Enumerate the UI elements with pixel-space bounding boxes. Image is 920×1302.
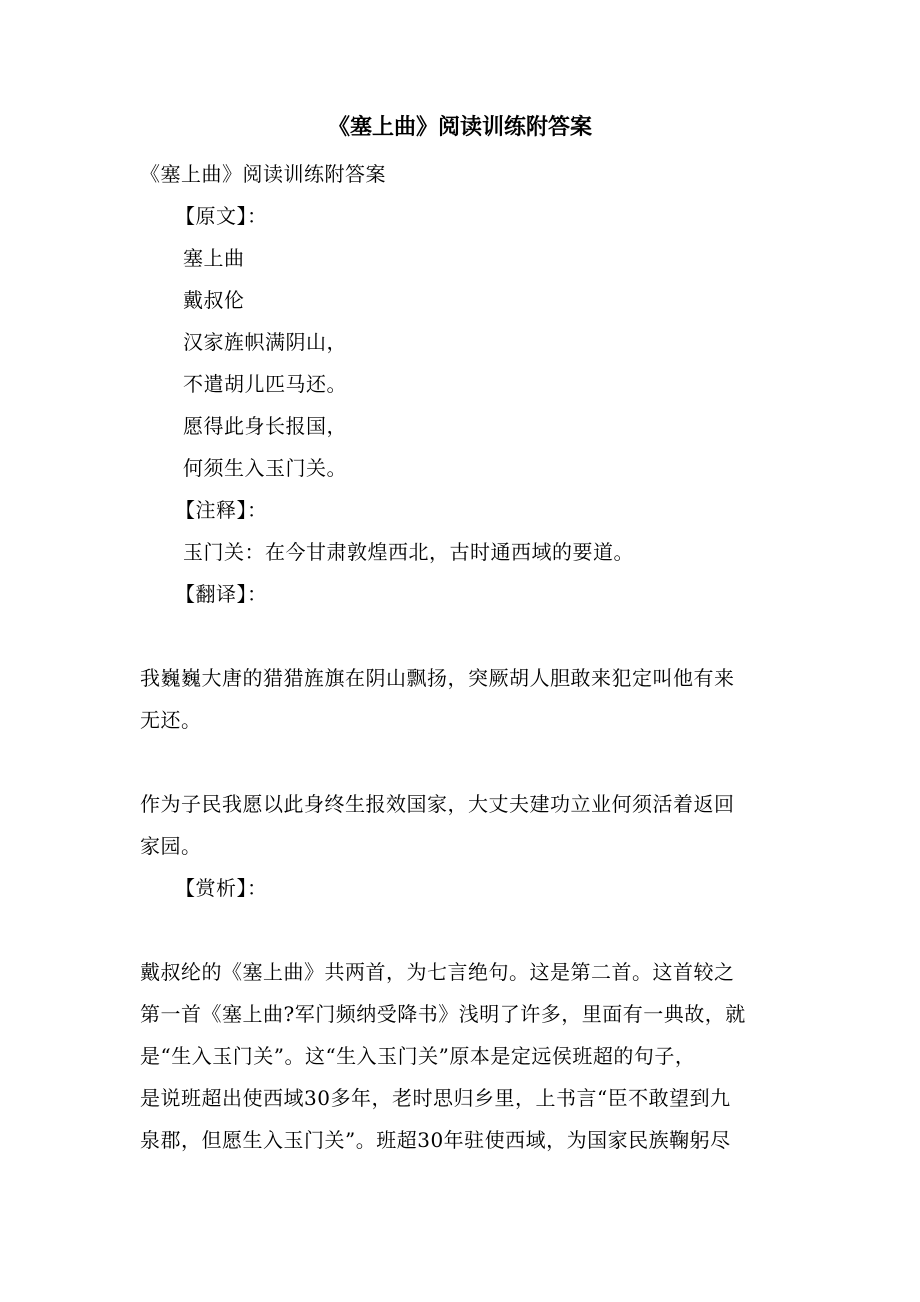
document-subtitle: 《塞上曲》阅读训练附答案 <box>140 162 386 186</box>
appreciation-line: 泉郡，但愿生入玉门关”。班超30年驻使西域，为国家民族鞠躬尽 <box>140 1128 731 1152</box>
translation-line: 我巍巍大唐的猎猎旌旗在阴山飘扬，突厥胡人胆敢来犯定叫他有来 <box>140 666 735 690</box>
poem-title: 塞上曲 <box>183 246 245 270</box>
poem-line: 不遣胡儿匹马还。 <box>183 372 347 396</box>
note-item: 玉门关：在今甘肃敦煌西北，古时通西域的要道。 <box>183 540 634 564</box>
poem-line: 愿得此身长报国， <box>183 414 347 438</box>
appreciation-line: 第一首《塞上曲?军门频纳受降书》浅明了许多，里面有一典故，就 <box>140 1002 746 1026</box>
translation-line: 作为子民我愿以此身终生报效国家，大丈夫建功立业何须活着返回 <box>140 792 735 816</box>
section-heading-translation: 【翻译】： <box>175 582 268 606</box>
translation-line: 无还。 <box>140 708 202 732</box>
poem-line: 何须生入玉门关。 <box>183 456 347 480</box>
poem-line: 汉家旌帜满阴山， <box>183 330 347 354</box>
section-heading-notes: 【注释】： <box>175 498 268 522</box>
section-heading-appreciation: 【赏析】： <box>175 876 268 900</box>
translation-line: 家园。 <box>140 834 202 858</box>
section-heading-original: 【原文】： <box>175 204 268 228</box>
appreciation-line: 戴叔纶的《塞上曲》共两首，为七言绝句。这是第二首。这首较之 <box>140 960 735 984</box>
document-title: 《塞上曲》阅读训练附答案 <box>327 115 592 140</box>
poem-author: 戴叔伦 <box>183 288 245 312</box>
appreciation-line: 是“生入玉门关”。这“生入玉门关”原本是定远侯班超的句子， <box>140 1044 696 1068</box>
appreciation-line: 是说班超出使西域30多年，老时思归乡里，上书言“臣不敢望到九 <box>140 1086 731 1110</box>
